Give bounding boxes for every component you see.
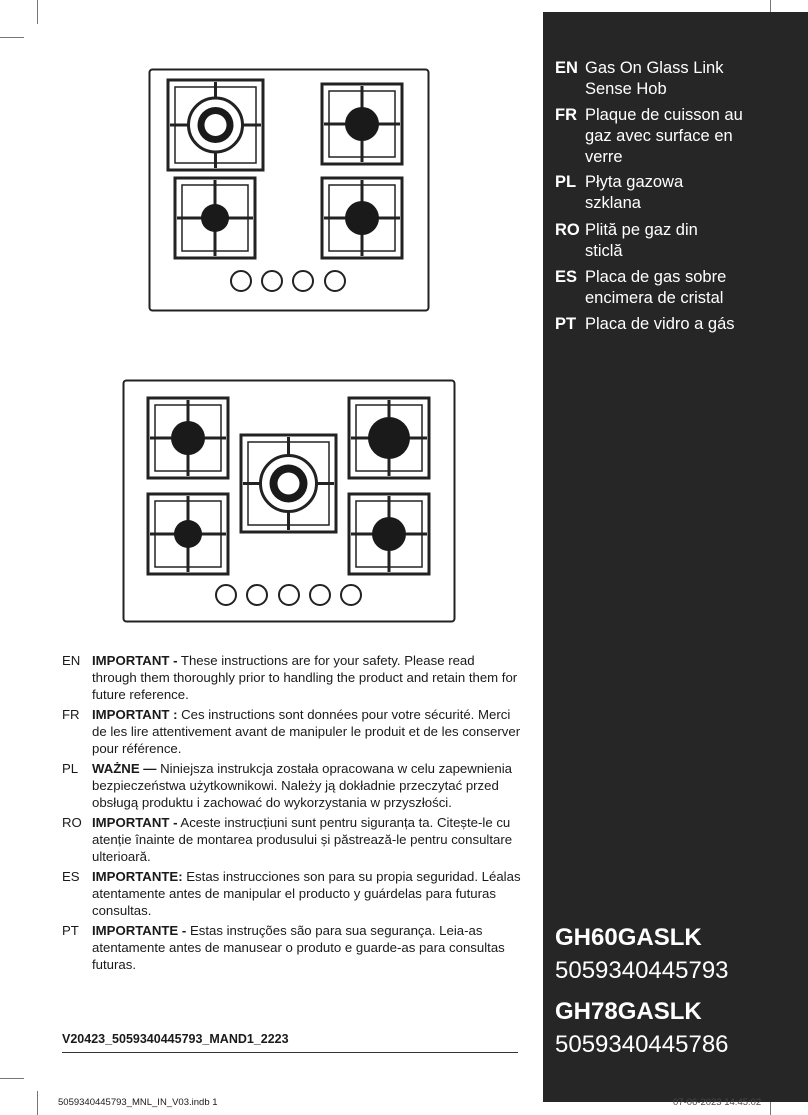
warning-pt: [62, 922, 522, 973]
lang-code: PT: [555, 315, 577, 333]
lang-code: RO: [555, 221, 580, 239]
hob-diagram-60: [148, 68, 431, 313]
lang-code: ES: [555, 268, 578, 286]
title-ro: [555, 220, 800, 262]
document-code: V20423_5059340445793_MAND1_2223: [62, 1032, 289, 1046]
hob-glass-outline: [150, 70, 429, 311]
title-es: [555, 267, 800, 309]
side-panel: [543, 12, 808, 1102]
warning-text: These instructions are for your safety. Please read through them thoroughly prior to handling the product and retain them for future reference.: [92, 653, 518, 702]
model-ean: 5059340445786: [555, 1031, 729, 1058]
model-ean: 5059340445793: [555, 957, 729, 984]
warning-fr: [62, 706, 522, 757]
warning-ro: [62, 814, 522, 865]
divider: [62, 1052, 518, 1053]
warning-text: Aceste instrucțiuni sunt pentru siguranța ta. Citește-le cu atenție înainte de montarea produsului și păstrează-le pentru consultare ulterioară.: [92, 815, 513, 864]
title-pt: [555, 314, 800, 335]
lang-code: PL: [555, 173, 577, 191]
lang-code: FR: [62, 707, 80, 722]
lang-code: EN: [62, 653, 81, 668]
product-title: Gas On Glass Link Sense Hob: [585, 59, 724, 98]
lang-code: FR: [555, 106, 577, 124]
warning-label: IMPORTANT -: [92, 815, 178, 830]
warning-label: IMPORTANT -: [92, 653, 178, 668]
warning-label: IMPORTANT :: [92, 707, 178, 722]
footer-file-name: 5059340445793_MNL_IN_V03.indb 1: [58, 1097, 218, 1108]
footer-timestamp: 07-06-2023 14:45:02: [673, 1097, 762, 1108]
product-title: Plaque de cuisson au gaz avec surface en verre: [585, 106, 743, 166]
model-name: GH60GASLK: [555, 924, 702, 951]
product-title: Płyta gazowa szklana: [585, 173, 684, 212]
product-title: Placa de gas sobre encimera de cristal: [585, 268, 727, 307]
lang-code: PT: [62, 923, 79, 938]
warning-en: [62, 652, 522, 703]
title-fr: [555, 105, 800, 168]
title-en: [555, 58, 800, 100]
warning-text: Estas instruções são para sua segurança. Leia-as atentamente antes de manusear o produto e guarde-as para consultas futuras.: [92, 923, 505, 972]
warning-label: WAŻNE —: [92, 761, 157, 776]
warning-text: Ces instructions sont données pour votre sécurité. Merci de les lire attentivement avant de manipuler le produit et de les conserver pour référence.: [92, 707, 521, 756]
model-name: GH78GASLK: [555, 998, 702, 1025]
product-title: Placa de vidro a gás: [585, 315, 735, 333]
warning-pl: [62, 760, 522, 811]
warning-text: Niniejsza instrukcja została opracowana w celu zapewnienia bezpieczeństwa użytkownikowi. Należy ją dokładnie przeczytać przed obsługą produktu i zachować do wykorzystania w przyszłości.: [92, 761, 512, 810]
product-title: Plită pe gaz din sticlă: [585, 221, 698, 260]
warning-label: IMPORTANTE -: [92, 923, 187, 938]
warning-label: IMPORTANTE:: [92, 869, 183, 884]
warning-text: Estas instrucciones son para su propia seguridad. Léalas atentamente antes de manipular el producto y guárdelas para futuras consultas.: [92, 869, 521, 918]
title-pl: [555, 172, 800, 214]
warning-es: [62, 868, 522, 919]
lang-code: ES: [62, 869, 80, 884]
lang-code: EN: [555, 59, 578, 77]
safety-warnings: [62, 652, 522, 976]
lang-code: RO: [62, 815, 82, 830]
hob-diagram-78: [122, 379, 457, 624]
lang-code: PL: [62, 761, 79, 776]
